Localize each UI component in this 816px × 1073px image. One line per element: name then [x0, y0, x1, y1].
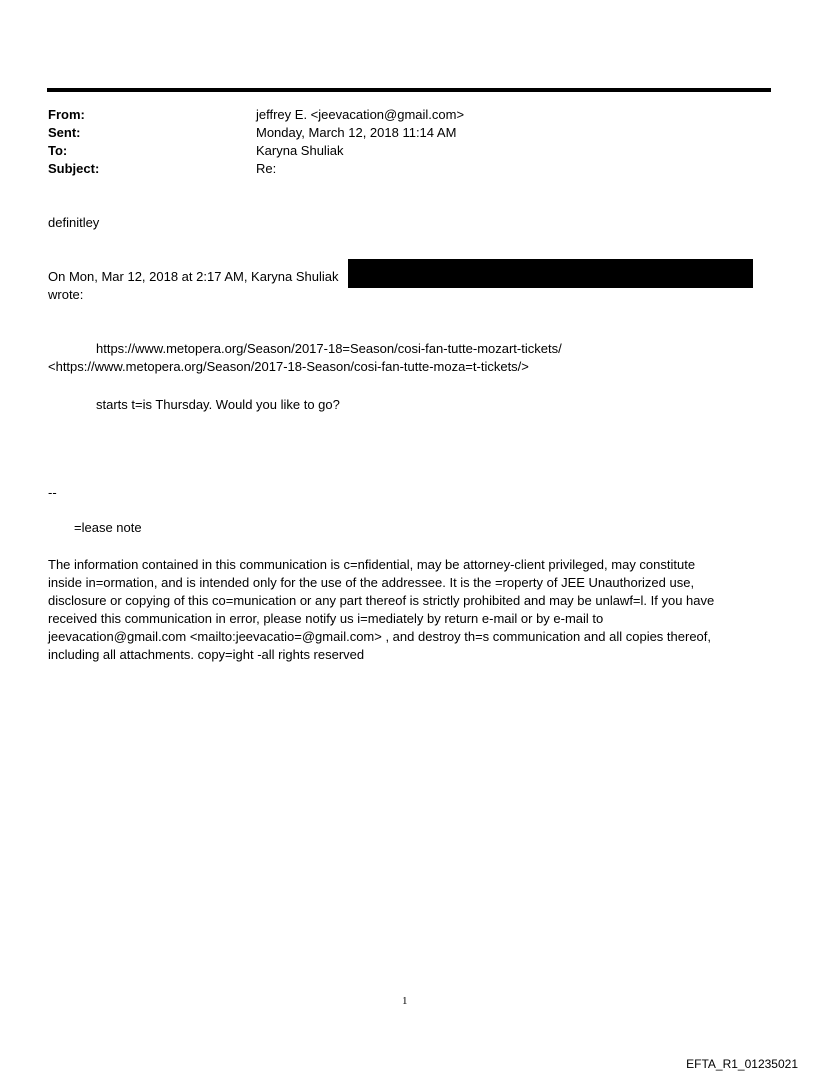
subject-value: Re: [256, 161, 277, 176]
met-opera-url-bracketed: <https://www.metopera.org/Season/2017-18-Season/cosi-fan-tutte-moza=t-tickets/> [48, 359, 529, 374]
to-label: To: [48, 143, 68, 158]
met-opera-url: https://www.metopera.org/Season/2017-18=Season/cosi-fan-tutte-mozart-tickets/ [96, 341, 562, 356]
disclaimer-line: disclosure or copying of this co=munication or any part thereof is strictly prohibited and may be unlawf=l. If you have [48, 593, 715, 608]
disclaimer-line: jeevacation@gmail.com <mailto:jeevacatio=@gmail.com> , and destroy th=s communication and all copies thereof, [48, 629, 712, 644]
signature-separator: -- [48, 485, 57, 500]
to-value: Karyna Shuliak [256, 143, 344, 158]
disclaimer-line: received this communication in error, please notify us i=mediately by return e-mail or by e-mail to [48, 611, 604, 626]
quote-intro: On Mon, Mar 12, 2018 at 2:17 AM, Karyna Shuliak [48, 269, 339, 284]
from-label: From: [48, 107, 85, 122]
redaction-box [348, 259, 753, 288]
document-id: EFTA_R1_01235021 [686, 1057, 798, 1071]
invitation-question: starts t=is Thursday. Would you like to go? [96, 397, 340, 412]
from-value: jeffrey E. <jeevacation@gmail.com> [256, 107, 465, 122]
disclaimer-line: including all attachments. copy=ight -all rights reserved [48, 647, 365, 662]
disclaimer-line: inside in=ormation, and is intended only for the use of the addressee. It is the =roperty of JEE Unauthorized use, [48, 575, 695, 590]
reply-text: definitley [48, 215, 100, 230]
quote-wrote: wrote: [48, 287, 84, 302]
disclaimer-line: The information contained in this communication is c=nfidential, may be attorney-client privileged, may constitute [48, 557, 696, 572]
please-note: =lease note [74, 520, 142, 535]
page-number: 1 [402, 995, 408, 1007]
sent-label: Sent: [48, 125, 81, 140]
header-rule [47, 88, 771, 92]
subject-label: Subject: [48, 161, 100, 176]
disclaimer-paragraph [48, 556, 756, 664]
sent-value: Monday, March 12, 2018 11:14 AM [256, 125, 457, 140]
